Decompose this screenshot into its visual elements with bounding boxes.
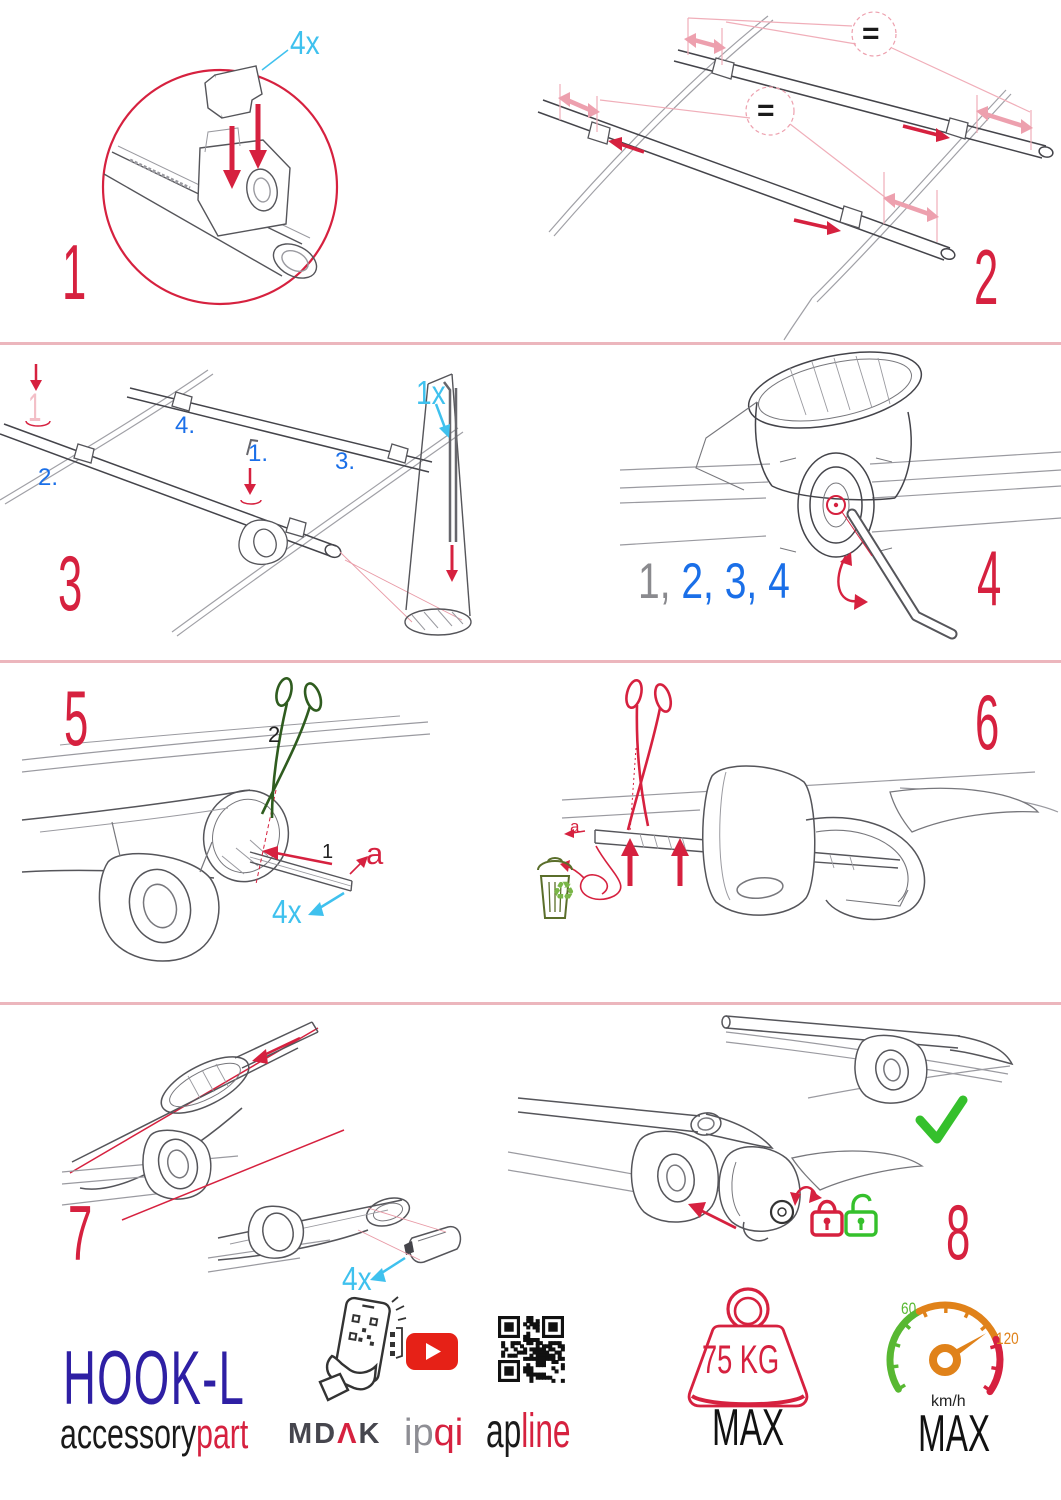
apline-suffix: line: [521, 1405, 571, 1458]
phone-qr-scan-icon: [312, 1294, 416, 1406]
step4-number: 4: [977, 534, 1002, 622]
mdak-suffix: K: [358, 1418, 382, 1450]
step5-number: 5: [64, 674, 89, 762]
step6-number: 6: [975, 678, 1000, 766]
step3-label-4: 4.: [175, 412, 196, 439]
step3-label-3: 3.: [335, 448, 356, 475]
step4-sequence-done: 1,: [638, 553, 671, 609]
step3-label-2: 2.: [38, 464, 59, 491]
step3-label-1: 1.: [248, 440, 269, 467]
step7-qty-label: 4x: [342, 1260, 372, 1297]
step3-ghost-label: 1: [28, 386, 42, 430]
ipqi-suffix: qi: [433, 1412, 464, 1454]
brand-suffix: part: [196, 1410, 249, 1457]
step5-dim-label: a: [366, 836, 384, 871]
recycle-icon: ♻: [552, 876, 576, 906]
step7-number: 7: [68, 1189, 93, 1277]
step4-sequence: [638, 553, 790, 609]
brand-prefix: accessory: [60, 1410, 197, 1457]
mdak-prefix: MD: [288, 1418, 338, 1450]
product-name: HOOK-L: [63, 1336, 246, 1421]
step5-strip-label: 1: [322, 841, 334, 863]
weight-max-label: MAX: [712, 1399, 785, 1457]
speed-high-label: 120: [996, 1329, 1019, 1348]
ipqi-logo: [404, 1414, 463, 1452]
step4-sequence-todo: 2, 3, 4: [670, 553, 790, 609]
mdak-logo: [288, 1420, 381, 1449]
speed-unit-label: km/h: [931, 1393, 966, 1410]
step5-scissors-label: 2: [268, 722, 281, 747]
speed-max-label: MAX: [918, 1405, 991, 1463]
speed-low-label: 60: [901, 1299, 917, 1318]
step1-number: 1: [62, 228, 87, 316]
weight-value: 75 KG: [702, 1338, 780, 1382]
step3-number: 3: [58, 539, 83, 627]
step2-equal-top: =: [862, 17, 880, 50]
step3-qty-label: 1x: [416, 374, 446, 411]
youtube-icon: [406, 1333, 458, 1370]
ipqi-prefix: ip: [404, 1412, 434, 1454]
step8-diagram: [500, 1000, 1061, 1300]
step6-dim-label: a: [570, 817, 580, 836]
step2-number: 2: [974, 233, 999, 321]
mdak-caret: Λ: [337, 1418, 359, 1450]
step1-qty-label: 4x: [290, 24, 320, 61]
step2-equal-mid: =: [757, 94, 775, 127]
brand-logo: [60, 1410, 249, 1457]
step5-qty-label: 4x: [272, 893, 302, 930]
qr-code: [498, 1316, 564, 1382]
apline-prefix: ap: [486, 1405, 522, 1458]
apline-logo: [486, 1405, 571, 1458]
step8-number: 8: [946, 1188, 971, 1276]
